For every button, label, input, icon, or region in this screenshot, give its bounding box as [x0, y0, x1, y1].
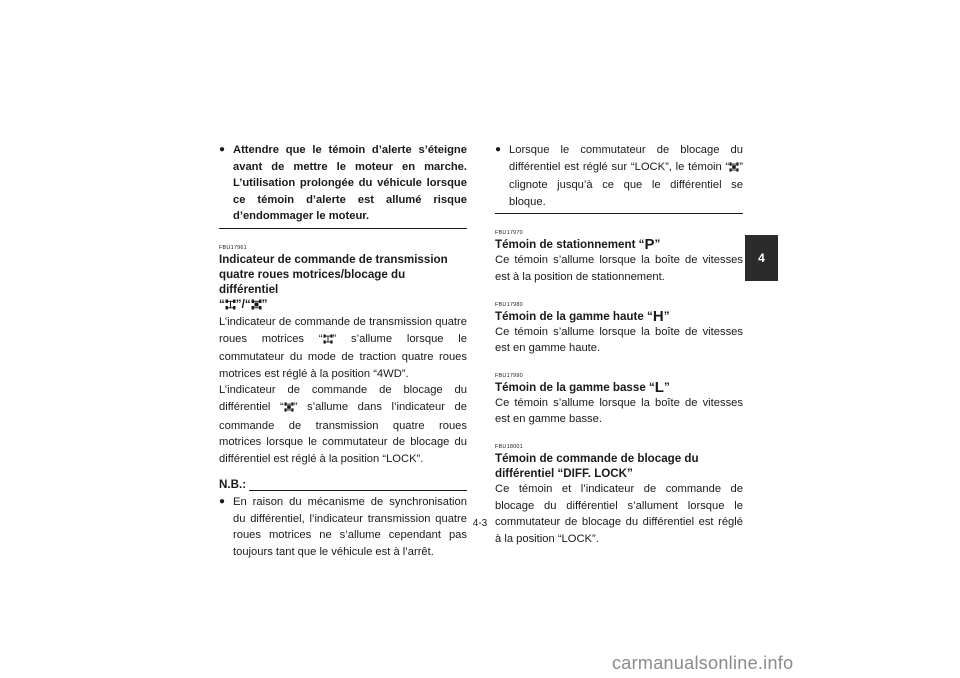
section-code: FBU17990: [495, 372, 523, 379]
section-code: FBU18001: [495, 443, 523, 450]
parking-text: Ce témoin s’allume lorsque la boîte de vitesses est à la position de stationnement.: [495, 254, 743, 283]
right-column: [495, 142, 743, 547]
low-range-heading: [495, 380, 743, 395]
quote-close: ”: [261, 297, 268, 311]
low-range-l-icon: L: [654, 378, 664, 396]
watermark: carmanualsonline.info: [612, 653, 794, 673]
quote-open: “: [219, 297, 225, 311]
divider: [219, 228, 467, 229]
heading-quote: ”: [654, 238, 661, 252]
para-text: ” s’allume dans l’indicateur de commande de transmission quatre roues motrices lorsque le commutateur de blocage du différentiel est réglé à la position “LOCK”.: [219, 400, 467, 465]
lock-bullet: [495, 142, 743, 210]
parking-p-icon: P: [644, 236, 655, 254]
bullet-dot-icon: ●: [219, 495, 226, 507]
four-wheel-drive-icon: [323, 333, 333, 350]
bullet-text-part: ” clignote jusqu’à ce que le différentiel se bloque.: [509, 160, 743, 208]
para-text: L’indicateur de commande de transmission quatre roues motrices “: [219, 315, 467, 345]
paragraph-4wd: [219, 314, 467, 382]
bullet-dot-icon: ●: [219, 144, 226, 155]
section-code: FBU17970: [495, 230, 523, 237]
low-range-text: Ce témoin s’allume lorsque la boîte de vitesses est en gamme basse.: [495, 396, 743, 426]
section-heading-text: Indicateur de commande de transmission quatre roues motrices/blocage du différentiel: [219, 252, 448, 296]
divider: [495, 213, 743, 214]
bullet-text-part: Lorsque le commutateur de blocage du différentiel est réglé sur “LOCK”, le témoin “: [509, 144, 743, 173]
section-code: FBU17961: [219, 244, 247, 251]
high-range-h-icon: H: [652, 307, 664, 325]
warning-bullet: [219, 142, 467, 225]
section-heading: [219, 252, 467, 314]
note-label: N.B.:: [219, 478, 247, 492]
paragraph-diff-lock: [219, 382, 467, 467]
page-number: 4-3: [472, 518, 488, 529]
parking-heading: [495, 237, 743, 252]
high-range-text: Ce témoin s’allume lorsque la boîte de vitesses est en gamme haute.: [495, 325, 743, 355]
heading-text: Témoin de stationnement “: [495, 238, 645, 252]
heading-text: Témoin de la gamme basse “: [495, 380, 655, 394]
warning-text: Attendre que le témoin d’alerte s’éteigne avant de mettre le moteur en marche. L’utilisation prolongée du véhicule lorsque ce témoin d’alerte est allumé risque d’endommager le moteur.: [233, 144, 467, 223]
note-header: [219, 477, 467, 494]
para-text: ” s’allume lorsque le commutateur du mode de traction quatre roues motrices est réglé à la position “4WD”.: [219, 332, 467, 380]
diff-lock-heading: Témoin de commande de blocage du différentiel “DIFF. LOCK”: [495, 451, 699, 480]
heading-quote: ”: [663, 380, 670, 394]
chapter-tab: 4: [745, 235, 778, 281]
diff-lock-icon: [729, 161, 739, 178]
para-text: L’indicateur de commande de blocage du différentiel “: [219, 384, 467, 413]
heading-quote: ”: [663, 309, 670, 323]
lock-bullet-text: [509, 142, 743, 210]
note-rule: [249, 489, 467, 491]
diff-lock-icon: [251, 299, 262, 314]
note-text: En raison du mécanisme de synchronisation du différentiel, l’indicateur transmission quatre roues motrices ne s’allume cependant pas toujours tant que le véhicule est à l’arrêt.: [233, 495, 467, 558]
quote-sep: ”/“: [235, 297, 251, 311]
bullet-dot-icon: ●: [495, 144, 502, 155]
high-range-heading: [495, 309, 743, 324]
left-column: [219, 142, 467, 560]
diff-lock-icon: [284, 401, 294, 418]
four-wheel-drive-icon: [225, 299, 236, 314]
heading-text: Témoin de la gamme haute “: [495, 309, 653, 323]
section-code: FBU17980: [495, 301, 523, 308]
diff-lock-text: Ce témoin et l’indicateur de commande de blocage du différentiel s’allument lorsque le commutateur de blocage du différentiel est réglé à la position “LOCK”.: [495, 482, 743, 545]
